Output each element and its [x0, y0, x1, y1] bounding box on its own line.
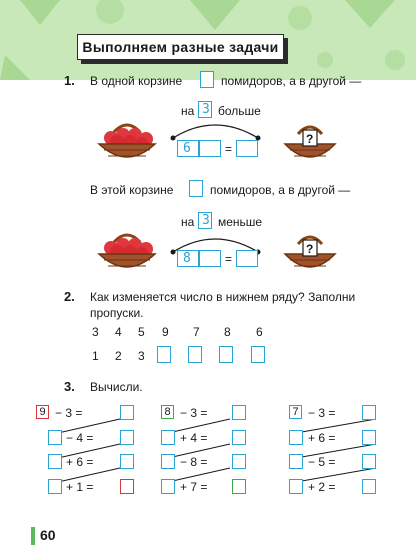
expr-answer-box[interactable]	[236, 140, 258, 157]
bottom-row-box[interactable]	[157, 346, 171, 363]
more-value: 3	[202, 102, 210, 117]
operation: + 2 =	[308, 480, 336, 494]
operation: + 7 =	[180, 480, 208, 494]
question-mark: ?	[306, 132, 314, 146]
tomato-basket-icon	[96, 228, 158, 278]
question-mark-2: ?	[306, 242, 314, 256]
start-value: 9	[36, 405, 49, 419]
result-box[interactable]	[362, 430, 376, 445]
operation: − 4 =	[66, 431, 94, 445]
answer-box-2[interactable]	[189, 180, 203, 197]
page-title: Выполняем разные задачи	[77, 34, 284, 60]
operation: − 3 =	[55, 406, 83, 420]
bottom-row-item: 1	[92, 349, 99, 363]
page-number: 60	[40, 527, 56, 543]
operation: − 3 =	[308, 406, 336, 420]
bottom-row-item: 3	[138, 349, 145, 363]
result-box[interactable]	[120, 430, 134, 445]
bottom-row-box[interactable]	[251, 346, 265, 363]
top-row-item: 4	[115, 325, 122, 339]
less-value: 3	[202, 213, 210, 228]
carry-box[interactable]	[161, 430, 175, 445]
carry-box[interactable]	[48, 454, 62, 469]
operation: + 6 =	[66, 455, 94, 469]
task1-less-a: на	[181, 215, 195, 229]
carry-box[interactable]	[289, 454, 303, 469]
task1-more-b: больше	[218, 104, 261, 118]
carry-box[interactable]	[48, 479, 62, 494]
carry-box[interactable]	[289, 430, 303, 445]
carry-box[interactable]	[289, 479, 303, 494]
result-box[interactable]	[120, 454, 134, 469]
result-box[interactable]	[362, 405, 376, 420]
operation: + 4 =	[180, 431, 208, 445]
operation: − 3 =	[180, 406, 208, 420]
final-result-box[interactable]	[362, 479, 376, 494]
bottom-row-box[interactable]	[188, 346, 202, 363]
carry-box[interactable]	[161, 479, 175, 494]
top-row-item: 7	[193, 325, 200, 339]
more-expr-value: 6	[183, 141, 191, 156]
less-expr-value: 8	[183, 251, 191, 266]
task1-more-a: на	[181, 104, 195, 118]
result-box[interactable]	[232, 430, 246, 445]
start-value: 7	[289, 405, 302, 419]
final-result-box[interactable]	[120, 479, 134, 494]
top-row-item: 5	[138, 325, 145, 339]
expr-divider	[198, 140, 200, 157]
task2-line2: пропуски.	[90, 306, 144, 320]
start-value: 8	[161, 405, 174, 419]
operation: − 5 =	[308, 455, 336, 469]
task1-line1-a: В одной корзине	[90, 74, 183, 88]
tomato-basket-icon	[96, 118, 158, 168]
task2-line1: Как изменяется число в нижнем ряду? Заполни	[90, 290, 356, 304]
top-row-item: 6	[256, 325, 263, 339]
expr-divider-2	[198, 250, 200, 267]
bottom-row-item: 2	[115, 349, 122, 363]
task3-number: 3.	[64, 379, 75, 394]
task3-label: Вычисли.	[90, 380, 143, 394]
operation: − 8 =	[180, 455, 208, 469]
task1-number: 1.	[64, 73, 75, 88]
top-row-item: 9	[162, 325, 169, 339]
task1-line2-a: В этой корзине	[90, 183, 174, 197]
result-box[interactable]	[232, 405, 246, 420]
task1-line2-b: помидоров, а в другой —	[210, 183, 351, 197]
result-box[interactable]	[232, 454, 246, 469]
top-row-item: 3	[92, 325, 99, 339]
result-box[interactable]	[362, 454, 376, 469]
final-result-box[interactable]	[232, 479, 246, 494]
task1-less-b: меньше	[218, 215, 263, 229]
answer-box[interactable]	[200, 71, 214, 88]
top-row-item: 8	[224, 325, 231, 339]
operation: + 6 =	[308, 431, 336, 445]
operation: + 1 =	[66, 480, 94, 494]
carry-box[interactable]	[48, 430, 62, 445]
result-box[interactable]	[120, 405, 134, 420]
task1-line1-b: помидоров, а в другой —	[221, 74, 362, 88]
page-number-bar	[31, 527, 35, 545]
equals-sign-2: =	[225, 252, 233, 266]
carry-box[interactable]	[161, 454, 175, 469]
expr-answer-box-2[interactable]	[236, 250, 258, 267]
task2-number: 2.	[64, 289, 75, 304]
equals-sign: =	[225, 142, 233, 156]
bottom-row-box[interactable]	[219, 346, 233, 363]
